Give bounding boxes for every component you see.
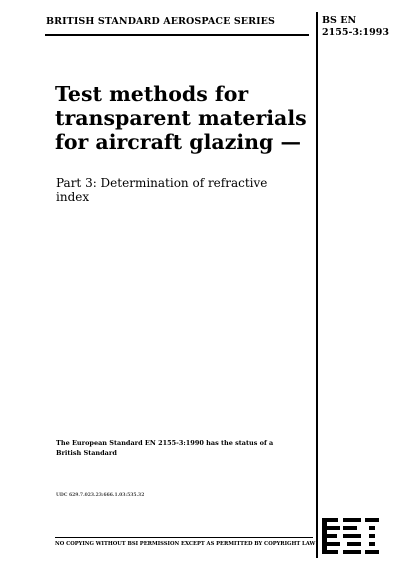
margin-rule bbox=[316, 12, 318, 558]
status-statement: The European Standard EN 2155-3:1990 has the status of a British Standard bbox=[56, 439, 274, 457]
footer-rule bbox=[55, 537, 313, 538]
part-title: Part 3: Determination of refractive index bbox=[56, 176, 268, 204]
document-title: Test methods for transparent materials for aircraft glazing — bbox=[55, 82, 307, 154]
udc-classification: UDC 629.7.023.23:666.1.03:535.32 bbox=[56, 493, 145, 498]
standard-number-line2: 2155-3:1993 bbox=[322, 27, 389, 38]
series-heading: BRITISH STANDARD AEROSPACE SERIES bbox=[46, 16, 275, 27]
header-rule bbox=[45, 34, 309, 36]
standard-number-line1: BS EN bbox=[322, 15, 357, 26]
standard-number bbox=[322, 15, 389, 39]
bsi-logo-icon bbox=[321, 515, 381, 557]
copyright-notice: NO COPYING WITHOUT BSI PERMISSION EXCEPT AS PERMITTED BY COPYRIGHT LAW bbox=[55, 541, 316, 547]
